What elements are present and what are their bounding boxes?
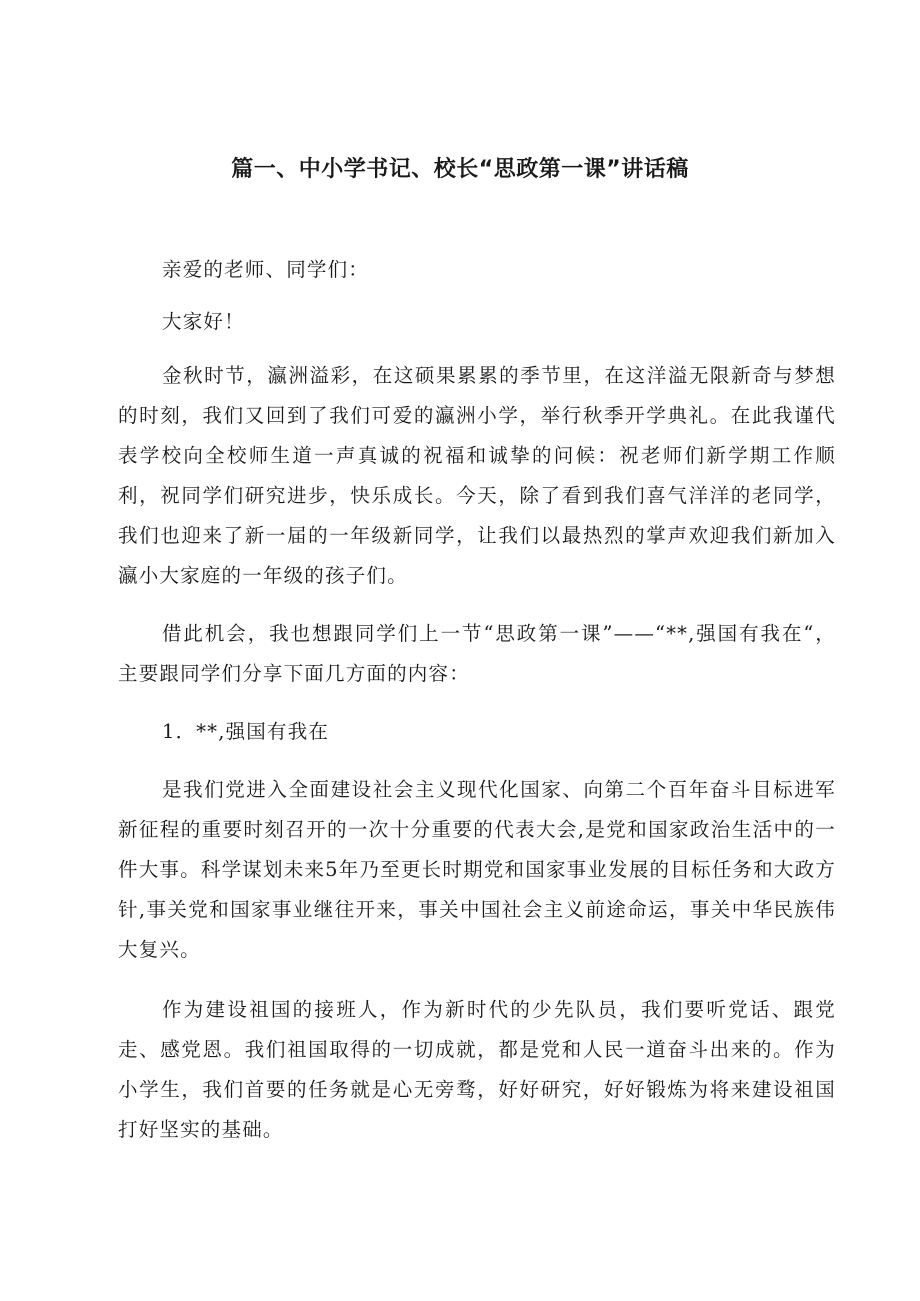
- section-heading-1: 1．**,强国有我在: [162, 720, 330, 743]
- greeting-paragraph: 大家好！: [162, 310, 245, 333]
- section-body-paragraph-2: 作为建设祖国的接班人，作为新时代的少先队员，我们要听党话、跟党走、感党恩。我们祖国取得的一切成就，都是党和人民一道奋斗出来的。作为小学生，我们首要的任务就是心无旁骛，好好研究，好好锻炼为将来建设祖国打好坚实的基础。: [118, 998, 836, 1141]
- intro-paragraph: 金秋时节，瀛洲溢彩，在这硕果累累的季节里，在这洋溢无限新奇与梦想的时刻，我们又回到了我们可爱的瀛洲小学，举行秋季开学典礼。在此我谨代表学校向全校师生道一声真诚的祝福和诚挚的问候：祝老师们新学期工作顺利，祝同学们研究进步，快乐成长。今天，除了看到我们喜气洋洋的老同学，我们也迎来了新一届的一年级新同学，让我们以最热烈的掌声欢迎我们新加入瀛小大家庭的一年级的孩子们。: [118, 364, 836, 587]
- document-body: [118, 250, 836, 1150]
- segue-paragraph: 借此机会，我也想跟同学们上一节“思政第一课”——“**,强国有我在“，主要跟同学们分享下面几方面的内容：: [118, 622, 836, 685]
- salutation-paragraph: 亲爱的老师、同学们：: [162, 258, 370, 281]
- section-body-paragraph-1: 是我们党进入全面建设社会主义现代化国家、向第二个百年奋斗目标进军新征程的重要时刻召开的一次十分重要的代表大会,是党和国家政治生活中的一件大事。科学谋划未来5年乃至更长时期党和国家事业发展的目标任务和大政方针,事关党和国家事业继往开来，事关中国社会主义前途命运，事关中华民族伟大复兴。: [118, 778, 836, 961]
- document-title: 篇一、中小学书记、校长“思政第一课”讲话稿: [231, 157, 689, 182]
